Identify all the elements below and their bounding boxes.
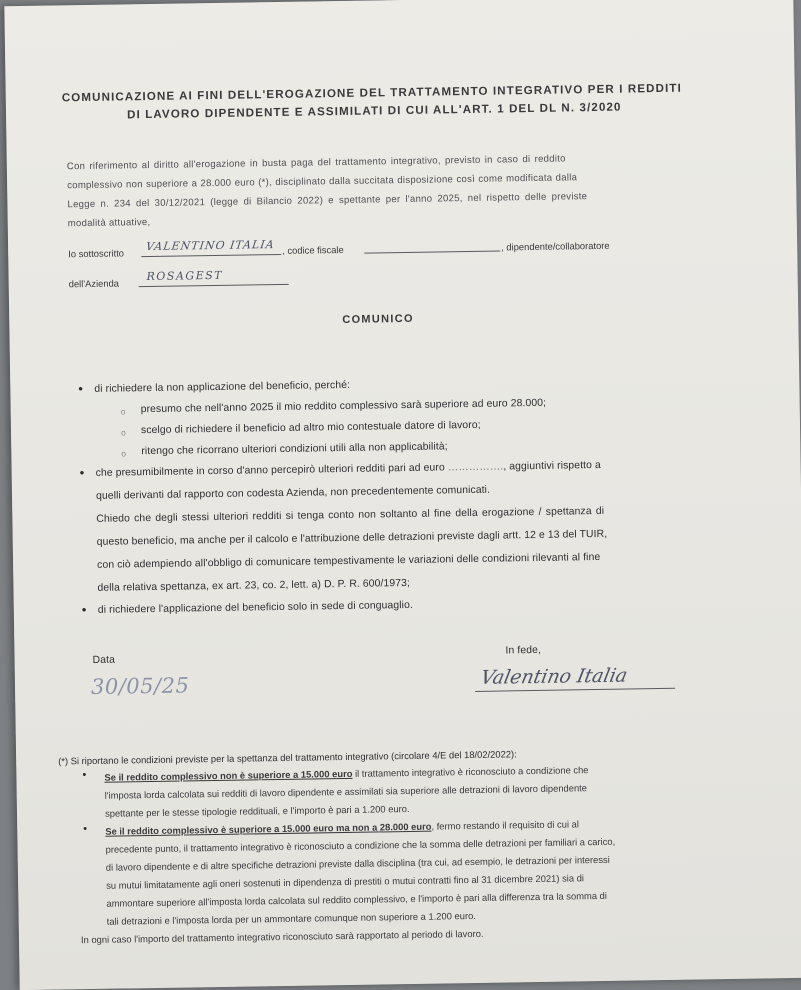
intro-line-2: complessivo non superiore a 28.000 euro (*), disciplinato dalla succitata disposizione così come modificata dalla — [67, 172, 578, 192]
footnote-1-line-2: l'imposta lorda calcolata sui redditi di lavoro dipendente e assimilati sia superiore alle detrazioni di lavoro dipendente — [104, 782, 588, 801]
footnote-2-threshold: Se il reddito complessivo è superiore a 15.000 euro ma non a 28.000 euro — [105, 820, 432, 837]
footnote-1-threshold: Se il reddito complessivo non è superiore a 15.000 euro — [104, 767, 353, 783]
circle-bullet-icon: o — [120, 406, 126, 417]
bullet-2-line-1 — [96, 460, 601, 479]
bullet-3-text: di richiedere l'applicazione del beneficio solo in sede di conguaglio. — [97, 599, 414, 616]
fiscal-code-label: , codice fiscale — [282, 243, 344, 256]
option-2: scelgo di richiedere il beneficio ad altro mio contestuale datore di lavoro; — [140, 419, 481, 437]
bullet-2-line-5: con ciò adempiendo all'obbligo di comunicare tempestivamente le variazioni delle condizioni rilevanti al fine — [97, 551, 601, 571]
signer-name-line — [141, 254, 281, 257]
title-line-2: DI LAVORO DIPENDENTE E ASSIMILATI DI CUI ALL'ART. 1 DEL DL N. 3/2020 — [126, 100, 622, 122]
footnote-1-line-1 — [104, 764, 588, 783]
circle-bullet-icon: o — [121, 448, 127, 459]
date-label: Data — [92, 654, 116, 666]
footnote-1-line-3: spettante per le stesse tipologie reddituali, e l'importo è pari a 1.200 euro. — [104, 802, 410, 819]
date-handwritten: 30/05/25 — [90, 673, 190, 699]
option-3: ritengo che ricorrano ulteriori condizioni utili alla non applicabilità; — [141, 441, 448, 458]
document-page — [4, 0, 801, 990]
footnote-2-line-4: su mutui limitatamente agli oneri sostenuti in dipendenza di prestiti o mutui contratti fino al 31 dicembre 2021) sia di — [106, 872, 585, 891]
bullet-icon: • — [81, 602, 87, 618]
bullet-2-line-2: quelli derivanti dal rapporto con codesta Azienda, non precedentemente comunicati. — [95, 484, 491, 502]
intro-line-3: Legge n. 234 del 30/12/2021 (legge di Bilancio 2022) e spettante per l'anno 2025, nel rispetto delle previste — [67, 191, 588, 211]
footnote-1-first-rest: il trattamento integrativo è riconosciuto a condizione che — [352, 764, 589, 779]
footnote-2-line-3: di lavoro dipendente e di altre specifiche detrazioni previste dalla disciplina (tra cui, ad esempio, le detrazioni per interessi — [105, 853, 610, 873]
bullet-icon: • — [79, 465, 85, 481]
fiscal-code-line — [364, 250, 500, 253]
section-heading: COMUNICO — [342, 312, 414, 326]
bullet-2-line-3: Chiedo che degli stessi ulteriori redditi si tenga conto non soltanto al fine della erogazione / spettanza di — [96, 505, 605, 525]
company-label: dell'Azienda — [68, 277, 120, 290]
footnote-2-line-2: precedente punto, il trattamento integrativo è riconosciuto a condizione che la somma delle detrazioni per familiari a carico, — [105, 835, 616, 855]
bullet-1-text: di richiedere la non applicazione del beneficio, perché: — [94, 379, 351, 395]
role-label: , dipendente/collaboratore — [501, 239, 610, 253]
intro-line-4: modalità attuative, — [67, 216, 151, 230]
bullet-icon: • — [78, 381, 84, 397]
signature-handwritten: Valentino Italia — [478, 664, 630, 689]
company-name-line — [139, 284, 289, 287]
footnote-2-line-1 — [105, 818, 579, 836]
signer-name-handwritten: VALENTINO ITALIA — [145, 238, 276, 254]
amount-blank: ……………. — [447, 461, 504, 474]
circle-bullet-icon: o — [120, 427, 126, 438]
bullet-2-line-6: della relativa spettanza, ex art. 23, co. 2, lett. a) D. P. R. 600/1973; — [97, 577, 411, 594]
footnote-2-line-5: ammontare superiore all'imposta lorda calcolata sul reddito complessivo, e l'importo è pari alla differenza tra la somma di — [106, 889, 607, 909]
bullet-2-line-4: questo beneficio, ma anche per il calcolo e l'attribuzione delle detrazioni previste dagli artt. 12 e 13 del TUIR, — [96, 528, 608, 548]
footnote-2-line-6: tali detrazioni e l'imposta lorda per un ammontare comunque non superiore a 1.200 euro. — [106, 909, 476, 927]
option-1: presumo che nell'anno 2025 il mio reddito complessivo sarà superiore ad euro 28.000; — [140, 397, 547, 416]
company-name-handwritten: ROSAGEST — [146, 268, 224, 284]
signer-label: Io sottoscritto — [68, 247, 125, 260]
bullet-2-after: , aggiuntivi rispetto a — [503, 459, 601, 473]
footnote-2-first-rest: , fermo restando il requisito di cui al — [431, 818, 579, 832]
intro-line-1: Con riferimento al diritto all'erogazione in busta paga del trattamento integrativo, previsto in caso di reddito — [66, 153, 566, 173]
bullet-2-text: che presumibilmente in corso d'anno percepirò ulteriori redditi pari ad euro — [95, 462, 445, 479]
final-note: In ogni caso l'importo del trattamento integrativo riconosciuto sarà rapportato al periodo di lavoro. — [80, 927, 484, 946]
bullet-icon: • — [82, 769, 87, 782]
footnote-intro: (*) Si riportano le condizioni previste per la spettanza del trattamento integrativo (circolare 4/E del 18/02/2022): — [58, 748, 517, 767]
title-line-1: COMUNICAZIONE AI FINI DELL'EROGAZIONE DEL TRATTAMENTO INTEGRATIVO PER I REDDITI — [61, 81, 682, 105]
bullet-icon: • — [83, 823, 88, 836]
faith-label: In fede, — [505, 644, 542, 657]
